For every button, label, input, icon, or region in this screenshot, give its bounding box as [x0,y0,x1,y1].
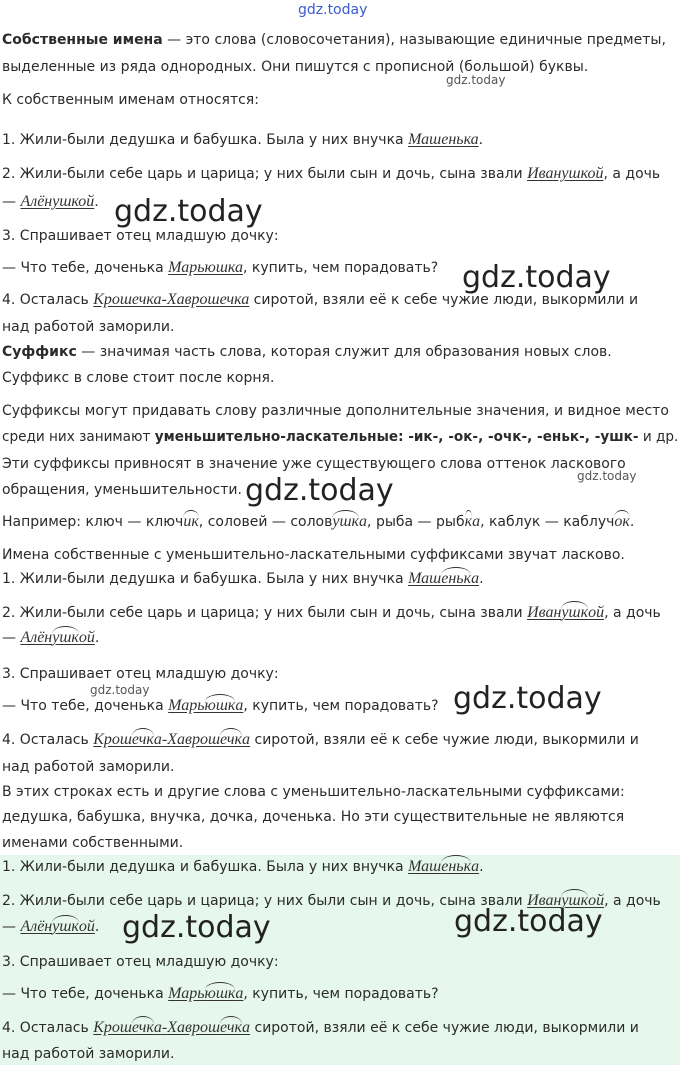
text-line: — Алёнушкой. [2,629,100,646]
text-line: 3. Спрашивает отец младшую дочку: [2,228,279,244]
text-line: 1. Жили-были дедушка и бабушка. Была у них внучка Машенька. [2,131,484,148]
answer-line: 1. Жили-были дедушка и бабушка. Была у них внучка Машенька. [2,858,484,875]
watermark-top: gdz.today [298,2,368,18]
text-line: Суффиксы могут придавать слову различные дополнительные значения, и видное место [2,403,669,419]
text-line: над работой заморили. [2,759,175,775]
text-line: Имена собственные с уменьшительно-ласкательными суффиксами звучат ласково. [2,547,625,563]
examples-line: Например: ключ — ключик, соловей — соловушка, рыба — рыбка, каблук — каблучок. [2,513,635,530]
text-line: 1. Жили-были дедушка и бабушка. Была у них внучка Машенька. [2,570,484,587]
watermark: gdz.today [446,73,506,87]
text-line: 2. Жили-были себе царь и царица; у них были сын и дочь, сына звали Иванушкой, а дочь [2,165,661,182]
watermark: gdz.today [454,904,603,939]
answer-line: 3. Спрашивает отец младшую дочку: [2,954,279,970]
watermark: gdz.today [462,260,611,295]
text-line: над работой заморили. [2,319,175,335]
watermark: gdz.today [453,681,602,716]
text-line: В этих строках есть и другие слова с уменьшительно-ласкательными суффиксами: [2,784,625,800]
text-line: — Алёнушкой. [2,193,99,210]
watermark: gdz.today [90,683,150,697]
text-line: — Что тебе, доченька Марьюшка, купить, чем порадовать? [2,259,439,276]
answer-line: 2. Жили-были себе царь и царица; у них были сын и дочь, сына звали Иванушкой, а дочь [2,892,661,909]
text-line: именами собственными. [2,835,184,851]
intro-line: К собственным именам относятся: [2,92,259,108]
text-line: 4. Осталась Крошечка-Хаврошечка сиротой, взяли её к себе чужие люди, выкормили и [2,291,639,308]
text-line: — Что тебе, доченька Марьюшка, купить, чем порадовать? [2,697,439,714]
text-line: Эти суффиксы привносят в значение уже существующего слова оттенок ласкового [2,456,626,472]
watermark: gdz.today [114,194,263,229]
text-line: 2. Жили-были себе царь и царица; у них были сын и дочь, сына звали Иванушкой, а дочь [2,604,661,621]
answer-line: 4. Осталась Крошечка-Хаврошечка сиротой, взяли её к себе чужие люди, выкормили и [2,1019,639,1036]
watermark: gdz.today [122,910,271,945]
text-line: дедушка, бабушка, внучка, дочка, доченька. Но эти существительные не являются [2,809,625,825]
watermark: gdz.today [245,473,394,508]
answer-line: над работой заморили. [2,1046,175,1062]
definition-line: выделенные из ряда однородных. Они пишутся с прописной (большой) буквы. [2,59,589,75]
text-line: 4. Осталась Крошечка-Хаврошечка сиротой, взяли её к себе чужие люди, выкормили и [2,731,639,748]
text-line: среди них занимают уменьшительно-ласкательные: -ик-, -ок-, -очк-, -еньк-, -ушк- и др. [2,429,679,445]
watermark: gdz.today [577,469,637,483]
text-line: 3. Спрашивает отец младшую дочку: [2,666,279,682]
definition-line: Суффикс в слове стоит после корня. [2,370,275,386]
text-line: обращения, уменьшительности. [2,482,242,498]
definition-line: Собственные имена — это слова (словосочетания), называющие единичные предметы, [2,32,666,48]
answer-line: — Алёнушкой. [2,918,100,935]
definition-line: Суффикс — значимая часть слова, которая служит для образования новых слов. [2,344,612,360]
answer-line: — Что тебе, доченька Марьюшка, купить, чем порадовать? [2,985,439,1002]
